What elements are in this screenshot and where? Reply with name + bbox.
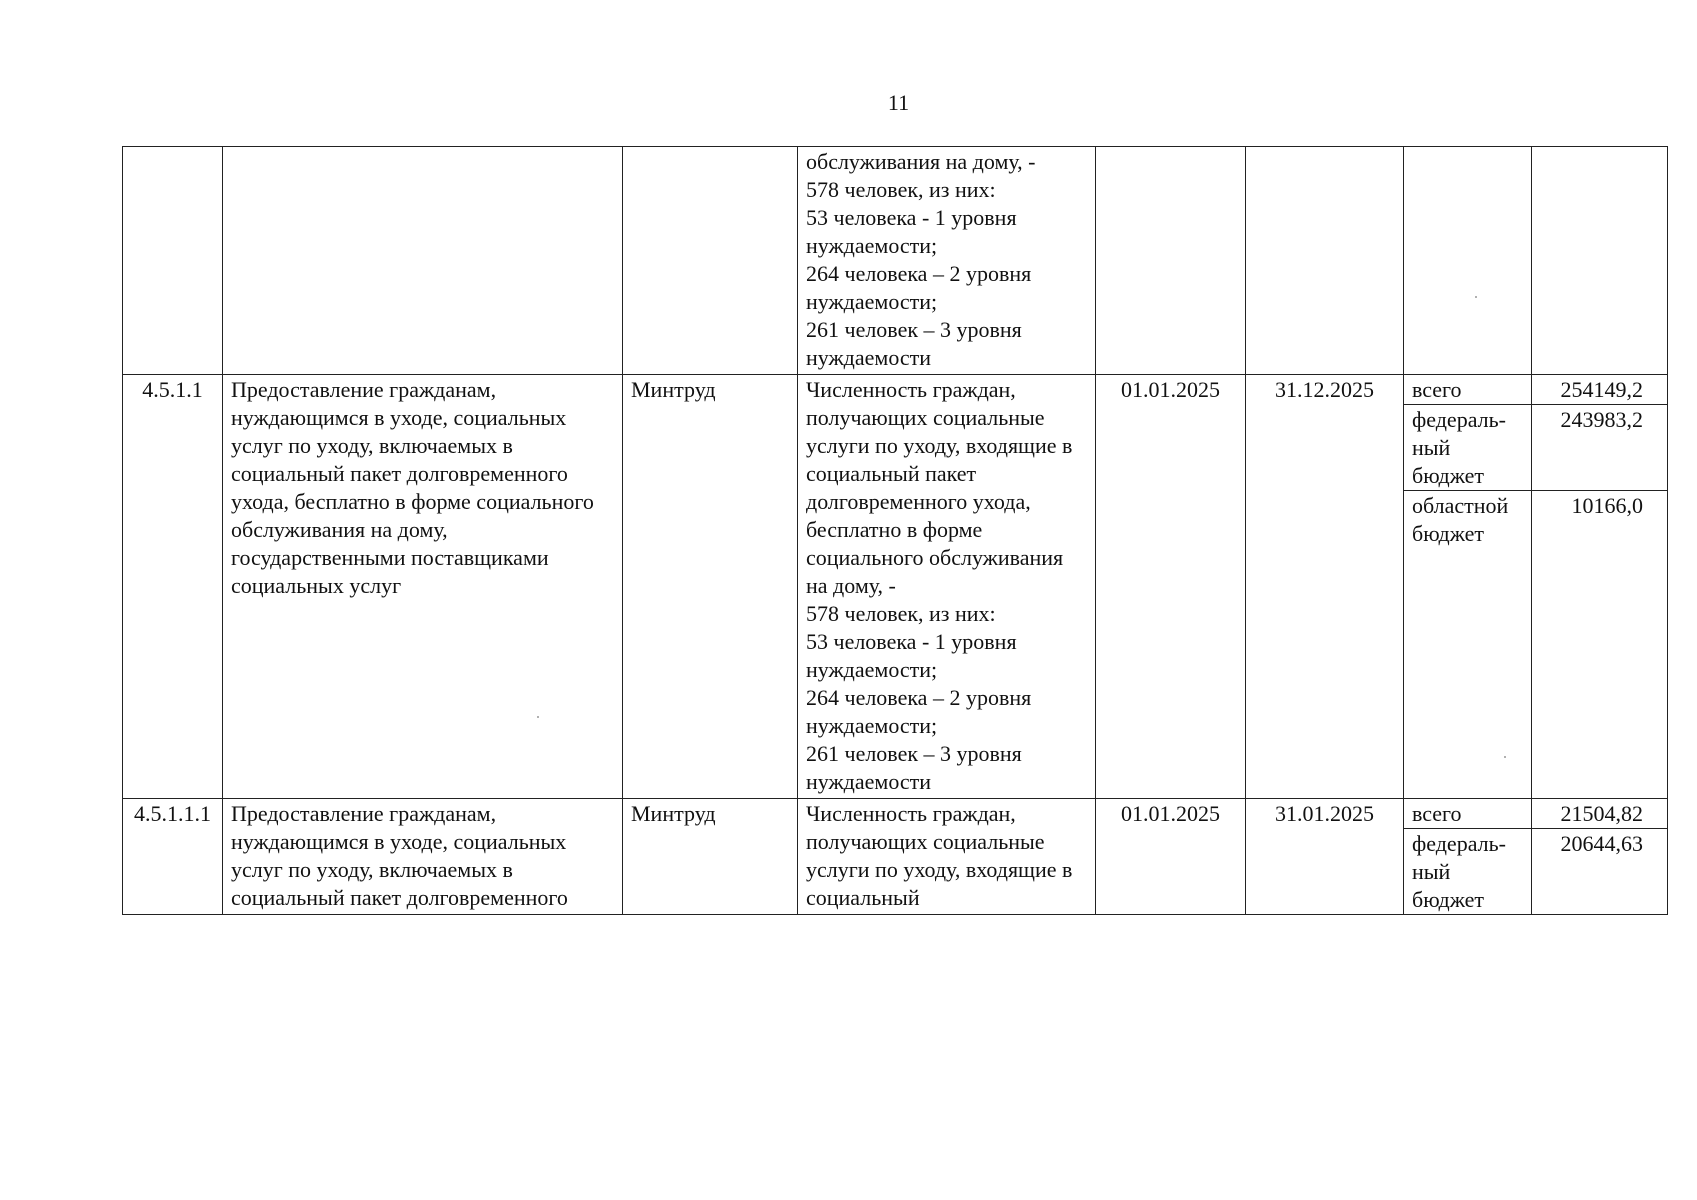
cell-funding-amount: 20644,63 — [1532, 829, 1668, 915]
table-row — [123, 799, 1668, 829]
table-row — [123, 375, 1668, 405]
cell-funding-amount: 254149,2 — [1532, 375, 1668, 405]
cell-executor: Минтруд — [623, 375, 798, 799]
cell-funding-amount: 21504,82 — [1532, 799, 1668, 829]
cell-indicator: Численность граждан, получающих социальные услуги по уходу, входящие в социальный пакет долговременного ухода, бесплатно в форме социального обслуживания на дому, - 578 человек, из них: 53 человека - 1 уровня нуждаемости; 264 человека – 2 уровня нуждаемости; 261 человек – 3 уровня нуждаемости — [798, 375, 1096, 799]
scan-speck — [537, 716, 539, 718]
cell-name: Предоставление гражданам, нуждающимся в уходе, социальных услуг по уходу, включаемых в социальный пакет долговременного ухода, бесплатно в форме социального обслуживания на дому, государственными поставщиками социальных услуг — [223, 375, 623, 799]
cell-name: Предоставление гражданам, нуждающимся в уходе, социальных услуг по уходу, включаемых в социальный пакет долговременного — [223, 799, 623, 915]
cell-funding-source — [1404, 147, 1532, 375]
table-row-continued — [123, 147, 1668, 375]
cell-start-date: 01.01.2025 — [1096, 799, 1246, 915]
cell-number: 4.5.1.1 — [123, 375, 223, 799]
cell-funding-amount — [1532, 147, 1668, 375]
cell-executor: Минтруд — [623, 799, 798, 915]
cell-name — [223, 147, 623, 375]
cell-indicator: обслуживания на дому, - 578 человек, из них: 53 человека - 1 уровня нуждаемости; 264 человека – 2 уровня нуждаемости; 261 человек – 3 уровня нуждаемости — [798, 147, 1096, 375]
cell-number — [123, 147, 223, 375]
cell-indicator: Численность граждан, получающих социальные услуги по уходу, входящие в социальный — [798, 799, 1096, 915]
measures-table — [122, 146, 1668, 915]
cell-start-date — [1096, 147, 1246, 375]
cell-funding-source: федераль- ный бюджет — [1404, 829, 1532, 915]
cell-end-date — [1246, 147, 1404, 375]
cell-end-date: 31.12.2025 — [1246, 375, 1404, 799]
cell-funding-amount: 10166,0 — [1532, 491, 1668, 799]
cell-funding-source: всего — [1404, 799, 1532, 829]
cell-funding-source: всего — [1404, 375, 1532, 405]
scan-speck — [1504, 756, 1506, 758]
cell-number: 4.5.1.1.1 — [123, 799, 223, 915]
cell-executor — [623, 147, 798, 375]
cell-funding-source: областной бюджет — [1404, 491, 1532, 799]
page-number: 11 — [887, 90, 910, 115]
cell-funding-amount: 243983,2 — [1532, 405, 1668, 491]
cell-end-date: 31.01.2025 — [1246, 799, 1404, 915]
scan-speck — [1475, 296, 1477, 298]
cell-funding-source: федераль- ный бюджет — [1404, 405, 1532, 491]
cell-start-date: 01.01.2025 — [1096, 375, 1246, 799]
